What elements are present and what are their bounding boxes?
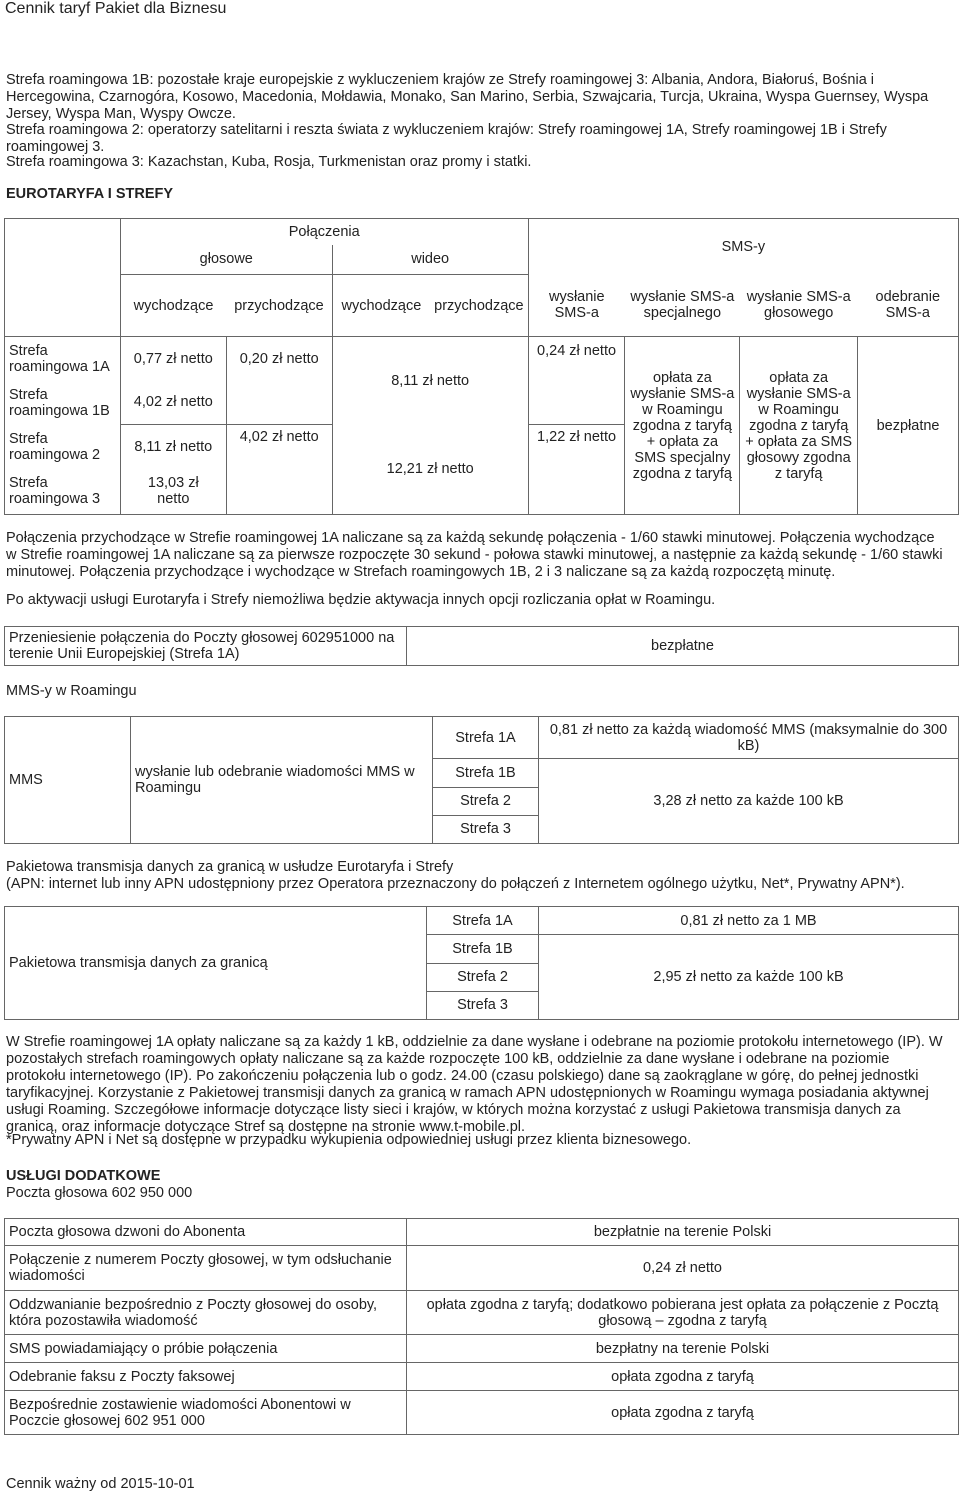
mms-price-1a: 0,81 zł netto za każdą wiadomość MMS (maksymalnie do 300 kB) <box>539 717 959 759</box>
extra-services-table <box>4 1218 959 1435</box>
header-video-incoming: przychodzące <box>430 275 528 337</box>
sms-price-2: 1,22 zł netto <box>528 425 625 515</box>
mms-heading: MMS-y w Roamingu <box>6 683 137 699</box>
header-video-outgoing: wychodzące <box>332 275 430 337</box>
zone-label-2: Strefa roamingowa 2 <box>5 425 121 469</box>
voice-out-2: 8,11 zł netto <box>120 425 226 469</box>
eurotaryfa-heading: EUROTARYFA I STREFY <box>6 186 174 202</box>
extra-service-label: Poczta głosowa dzwoni do Abonenta <box>5 1219 407 1246</box>
header-sms: SMS-y <box>528 219 958 275</box>
extra-service-label: Połączenie z numerem Poczty głosowej, w tym odsłuchanie wiadomości <box>5 1246 407 1291</box>
header-sms-voice: wysłanie SMS-a głosowego <box>740 275 858 337</box>
extra-services-heading: USŁUGI DODATKOWE <box>6 1168 161 1184</box>
data-zone-1b: Strefa 1B <box>427 935 539 963</box>
header-voice-incoming: przychodzące <box>226 275 332 337</box>
mms-price-rest: 3,28 zł netto za każde 100 kB <box>539 759 959 844</box>
mms-zone-1b: Strefa 1B <box>433 759 539 787</box>
sms-price-1: 0,24 zł netto <box>528 337 625 425</box>
extra-service-price: bezpłatnie na terenie Polski <box>407 1219 959 1246</box>
data-subheading: (APN: internet lub inny APN udostępniony przez Operatora przeznaczony do połączeń z Internetem ogólnego użytku, Net*, Prywatny APN*). <box>6 876 905 892</box>
data-zone-2: Strefa 2 <box>427 963 539 991</box>
voice-in-1b-empty <box>226 381 332 425</box>
header-sms-receive: odebranie SMS-a <box>858 275 959 337</box>
eurotaryfa-activation-note: Po aktywacji usługi Eurotaryfa i Strefy niemożliwa będzie aktywacja innych opcji rozliczania opłat w Roamingu. <box>6 592 716 608</box>
voicemail-number: Poczta głosowa 602 950 000 <box>6 1185 193 1201</box>
voice-out-3: 13,03 zł netto <box>120 469 226 515</box>
eurotaryfa-billing-note: Połączenia przychodzące w Strefie roamingowej 1A naliczane są za każdą sekundę połączenia - 1/60 stawki minutowej. Połączenia wychodzące w Strefie roamingowej 1A naliczane są za pierwsze rozpoczęte 30 sekund - połowa stawki minutowej, a następnie za każdą sekundę - 1/60 stawki minutowej. Połączenia przychodzące i wychodzące w Strefach roamingowych 1B, 2 i 3 naliczane są za każdą rozpoczętą minutę. <box>6 530 943 580</box>
zone-1b-description: Strefa roamingowa 1B: pozostałe kraje europejskie z wykluczeniem krajów ze Strefy roamingowej 3: Albania, Andora, Białoruś, Bośnia i Hercegowina, Czarnogóra, Kosowo, Macedonia, Mołdawia, Monako, San Marino, Serbia, Szwajcaria, Turcja, Ukraina, Wyspa Guernsey, Wyspa Jersey, Wyspa Man, Wyspy Owcze. <box>6 72 929 122</box>
data-zone-1a: Strefa 1A <box>427 907 539 935</box>
eurotaryfa-table <box>4 218 959 515</box>
sms-special-price: opłata za wysłanie SMS-a w Roamingu zgodna z taryfą + opłata za SMS specjalny zgodna z taryfą <box>625 337 740 515</box>
sms-voice-price: opłata za wysłanie SMS-a w Roamingu zgodna z taryfą + opłata za SMS głosowy zgodna z taryfą <box>740 337 858 515</box>
header-voice: głosowe <box>120 245 332 275</box>
forwarding-table <box>4 626 959 666</box>
data-price-rest: 2,95 zł netto za każde 100 kB <box>539 935 959 1020</box>
mms-label: MMS <box>5 717 131 844</box>
mms-table <box>4 716 959 844</box>
corner-cell <box>5 219 121 337</box>
extra-service-label: Bezpośrednie zostawienie wiadomości Abonentowi w Poczcie głosowej 602 951 000 <box>5 1391 407 1435</box>
document-title: Cennik taryf Pakiet dla Biznesu <box>5 0 227 17</box>
voice-out-1a: 0,77 zł netto <box>120 337 226 381</box>
extra-service-price: bezpłatny na terenie Polski <box>407 1335 959 1363</box>
mms-zone-3: Strefa 3 <box>433 815 539 843</box>
zone-2-description: Strefa roamingowa 2: operatorzy satelitarni i reszta świata z wykluczeniem krajów: Strefy roamingowej 1A, Strefy roamingowej 1B i Strefy roamingowej 3. <box>6 122 887 155</box>
mms-description: wysłanie lub odebranie wiadomości MMS w Roamingu <box>131 717 433 844</box>
extra-service-price: 0,24 zł netto <box>407 1246 959 1291</box>
forwarding-price: bezpłatne <box>407 627 959 666</box>
zone-3-description: Strefa roamingowa 3: Kazachstan, Kuba, Rosja, Turkmenistan oraz promy i statki. <box>6 154 532 170</box>
extra-service-label: Odebranie faksu z Poczty faksowej <box>5 1363 407 1391</box>
forwarding-label: Przeniesienie połączenia do Poczty głosowej 602951000 na terenie Unii Europejskiej (Strefa 1A) <box>5 627 407 666</box>
zone-label-1b: Strefa roamingowa 1B <box>5 381 121 425</box>
header-sms-send: wysłanie SMS-a <box>528 275 625 337</box>
validity-footer: Cennik ważny od 2015-10-01 <box>6 1476 195 1492</box>
data-heading: Pakietowa transmisja danych za granicą w usłudze Eurotaryfa i Strefy <box>6 859 454 875</box>
video-price-1: 8,11 zł netto <box>332 337 528 425</box>
voice-in-rest: 4,02 zł netto <box>226 425 332 515</box>
data-transfer-label: Pakietowa transmisja danych za granicą <box>5 907 427 1020</box>
voice-out-1b: 4,02 zł netto <box>120 381 226 425</box>
zone-label-1a: Strefa roamingowa 1A <box>5 337 121 381</box>
header-connections: Połączenia <box>120 219 528 245</box>
extra-service-price: opłata zgodna z taryfą <box>407 1363 959 1391</box>
mms-zone-2: Strefa 2 <box>433 787 539 815</box>
header-sms-special: wysłanie SMS-a specjalnego <box>625 275 740 337</box>
sms-receive-price: bezpłatne <box>858 337 959 515</box>
extra-service-price: opłata zgodna z taryfą <box>407 1391 959 1435</box>
data-billing-note: W Strefie roamingowej 1A opłaty naliczane są za każdy 1 kB, oddzielnie za dane wysłane i odebrane na poziomie protokołu internetowego (IP). W pozostałych strefach roamingowych opłaty naliczane są za każde rozpoczęte 100 kB, oddzielnie za dane wysłane i odebrane na poziomie protokołu internetowego (IP). Po zakończeniu połączenia lub o godz. 24.00 (czasu polskiego) dane są zaokrąglane w górę, do pełnej jednostki taryfikacyjnej. Korzystanie z Pakietowej transmisji danych za granicą w ramach APN udostępnionych w Roamingu wymaga posiadania aktywnej usługi Roaming. Szczegółowe informacje dotyczące listy sieci i krajów, w których można korzystać z usługi Pakietowa transmisja danych za granicą, oraz informacje dotyczące Stref są dostępne na stronie www.t-mobile.pl. <box>6 1034 943 1135</box>
zone-label-3: Strefa roamingowa 3 <box>5 469 121 515</box>
data-footnote: *Prywatny APN i Net są dostępne w przypadku wykupienia odpowiedniej usługi przez klienta biznesowego. <box>6 1132 692 1148</box>
voice-in-1a: 0,20 zł netto <box>226 337 332 381</box>
header-voice-outgoing: wychodzące <box>120 275 226 337</box>
mms-zone-1a: Strefa 1A <box>433 717 539 759</box>
data-transfer-table <box>4 906 959 1020</box>
extra-service-label: SMS powiadamiający o próbie połączenia <box>5 1335 407 1363</box>
extra-service-label: Oddzwanianie bezpośrednio z Poczty głosowej do osoby, która pozostawiła wiadomość <box>5 1291 407 1335</box>
extra-service-price: opłata zgodna z taryfą; dodatkowo pobierana jest opłata za połączenie z Pocztą głosową – zgodna z taryfą <box>407 1291 959 1335</box>
data-zone-3: Strefa 3 <box>427 991 539 1019</box>
header-video: wideo <box>332 245 528 275</box>
video-price-2: 12,21 zł netto <box>332 425 528 515</box>
data-price-1a: 0,81 zł netto za 1 MB <box>539 907 959 935</box>
